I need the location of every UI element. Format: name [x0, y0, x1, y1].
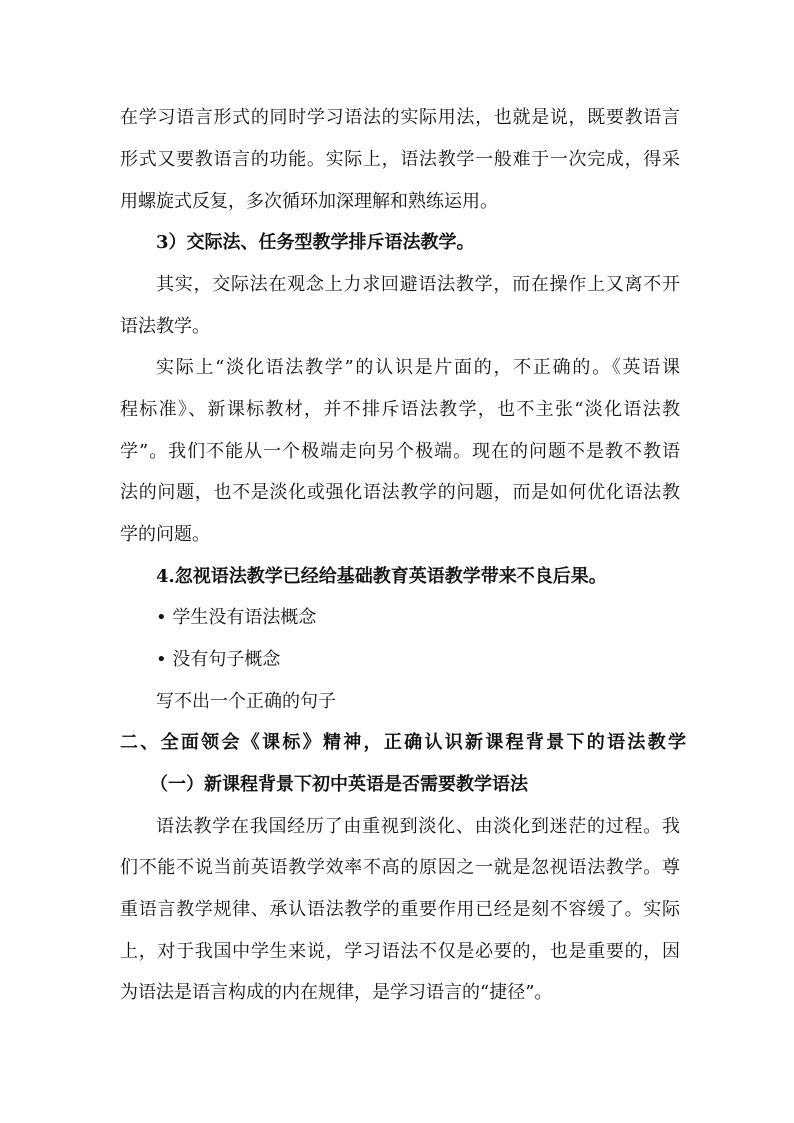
body-text-line: 其实，交际法在观念上力求回避语法教学，而在操作上又离不开 — [156, 274, 680, 295]
body-text-line: 形式又要教语言的功能。实际上，语法教学一般难于一次完成，得采 — [120, 149, 680, 170]
section-heading: （一）新课程背景下初中英语是否需要教学语法 — [150, 774, 528, 795]
section-heading: 4.忽视语法教学已经给基础教育英语教学带来不良后果。 — [156, 566, 607, 587]
body-text-line: 写不出一个正确的句子 — [156, 691, 336, 712]
body-text-line: 上，对于我国中学生来说，学习语法不仅是必要的，也是重要的，因 — [120, 941, 680, 962]
body-text-line: 用螺旋式反复，多次循环加深理解和熟练运用。 — [120, 191, 498, 212]
chapter-heading: 二、全面领会《课标》精神，正确认识新课程背景下的语法教学 — [120, 732, 686, 753]
body-text-line: 们不能不说当前英语教学效率不高的原因之一就是忽视语法教学。尊 — [120, 857, 680, 878]
body-text-line: 法的问题，也不是淡化或强化语法教学的问题，而是如何优化语法教 — [120, 482, 680, 503]
bullet-item: • 学生没有语法概念 — [156, 607, 317, 628]
body-text-line: 实际上“淡化语法教学”的认识是片面的，不正确的。《英语课 — [156, 357, 680, 378]
body-text-line: 在学习语言形式的同时学习语法的实际用法，也就是说，既要教语言 — [120, 107, 680, 128]
body-text-line: 语法教学在我国经历了由重视到淡化、由淡化到迷茫的过程。我 — [156, 816, 680, 837]
body-text-line: 语法教学。 — [120, 316, 210, 337]
subheading: 3）交际法、任务型教学排斥语法教学。 — [156, 232, 475, 253]
bullet-item: • 没有句子概念 — [156, 649, 281, 670]
body-text-line: 重语言教学规律、承认语法教学的重要作用已经是刻不容缓了。实际 — [120, 899, 680, 920]
body-text-line: 程标准》、新课标教材，并不排斥语法教学，也不主张“淡化语法教 — [120, 399, 680, 420]
body-text-line: 为语法是语言构成的内在规律，是学习语言的“捷径”。 — [120, 982, 553, 1003]
body-text-line: 学的问题。 — [120, 524, 210, 545]
body-text-line: 学”。我们不能从一个极端走向另个极端。现在的问题不是教不教语 — [120, 441, 680, 462]
